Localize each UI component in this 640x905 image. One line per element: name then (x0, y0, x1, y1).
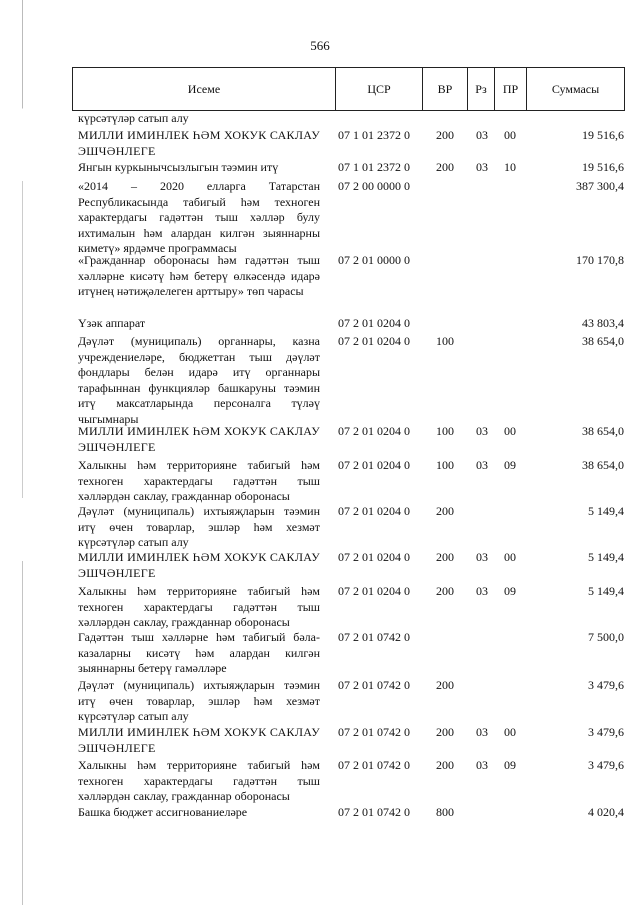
row-pr: 00 (504, 550, 516, 564)
row-rz: 03 (476, 550, 488, 564)
row-pr: 09 (504, 758, 516, 772)
header-pr: ПР (494, 68, 526, 110)
row-name: Халыкны һәм территорияне табигый һәм техноген характердагы гадәттән тыш хәлләрдән саклау, гражданнар оборонасы (78, 458, 320, 503)
row-name: күрсәтүләр сатып алу (78, 111, 189, 125)
row-sum: 19 516,6 (582, 160, 624, 174)
row-csr: 07 2 01 0204 0 (338, 550, 410, 564)
row-sum: 38 654,0 (582, 458, 624, 472)
row-pr: 10 (504, 160, 516, 174)
row-vr: 200 (436, 504, 454, 518)
row-csr: 07 2 01 0742 0 (338, 758, 410, 772)
row-csr: 07 1 01 2372 0 (338, 160, 410, 174)
row-sum: 19 516,6 (582, 128, 624, 142)
row-sum: 5 149,4 (588, 504, 624, 518)
row-csr: 07 2 00 0000 0 (338, 179, 410, 193)
row-name: Дәүләт (муниципаль) органнары, казна учреждениеләре, бюджеттан тыш дәүләт фондлары белән идарә итү органнары тарафыннан функцияләр башкаруны тәэмин итү максатларында персоналга түләү чыгымнары (78, 334, 320, 426)
row-csr: 07 2 01 0204 0 (338, 316, 410, 330)
row-name: Янгын куркынычсызлыгын тәэмин итү (78, 160, 279, 174)
row-name: Халыкны һәм территорияне табигый һәм техноген характердагы гадәттән тыш хәлләрдән саклау, гражданнар оборонасы (78, 758, 320, 803)
row-csr: 07 2 01 0204 0 (338, 334, 410, 348)
row-sum: 387 300,4 (576, 179, 624, 193)
row-rz: 03 (476, 128, 488, 142)
header-rz: Рз (467, 68, 494, 110)
row-name: Халыкны һәм территорияне табигый һәм техноген характердагы гадәттән тыш хәлләрдән саклау, гражданнар оборонасы (78, 584, 320, 629)
row-vr: 200 (436, 128, 454, 142)
row-sum: 3 479,6 (588, 678, 624, 692)
row-pr: 00 (504, 128, 516, 142)
row-csr: 07 2 01 0742 0 (338, 630, 410, 644)
row-sum: 5 149,4 (588, 550, 624, 564)
header-csr: ЦСР (335, 68, 422, 110)
row-csr: 07 2 01 0204 0 (338, 584, 410, 598)
row-csr: 07 2 01 0204 0 (338, 424, 410, 438)
row-csr: 07 2 01 0204 0 (338, 458, 410, 472)
row-sum: 7 500,0 (588, 630, 624, 644)
row-sum: 38 654,0 (582, 334, 624, 348)
row-name: МИЛЛИ ИМИНЛЕК ҺӘМ ХОКУК САКЛАУ ЭШЧӘНЛЕГЕ (78, 424, 320, 454)
row-name: МИЛЛИ ИМИНЛЕК ҺӘМ ХОКУК САКЛАУ ЭШЧӘНЛЕГЕ (78, 128, 320, 158)
row-name: Дәүләт (муниципаль) ихтыяҗларын тәэмин итү өчен товарлар, эшләр һәм хезмәт күрсәтүләр сатып алу (78, 504, 320, 549)
row-name: Үзәк аппарат (78, 316, 146, 330)
row-rz: 03 (476, 424, 488, 438)
row-vr: 100 (436, 458, 454, 472)
row-sum: 43 803,4 (582, 316, 624, 330)
row-vr: 200 (436, 584, 454, 598)
row-vr: 100 (436, 424, 454, 438)
page-number: 566 (310, 38, 330, 53)
row-csr: 07 1 01 2372 0 (338, 128, 410, 142)
row-pr: 09 (504, 458, 516, 472)
row-pr: 09 (504, 584, 516, 598)
row-vr: 200 (436, 725, 454, 739)
row-csr: 07 2 01 0742 0 (338, 725, 410, 739)
row-sum: 4 020,4 (588, 805, 624, 819)
row-rz: 03 (476, 725, 488, 739)
row-sum: 170 170,8 (576, 253, 624, 267)
row-name: Дәүләт (муниципаль) ихтыяҗларын тәэмин итү өчен товарлар, эшләр һәм хезмәт күрсәтүләр сатып алу (78, 678, 320, 723)
row-csr: 07 2 01 0000 0 (338, 253, 410, 267)
row-name: «Гражданнар оборонасы һәм гадәттән тыш хәлләрне кисәтү һәм бетерү өлкәсендә идарә итүнең нәтиҗәлелеген арттыру» төп чарасы (78, 253, 320, 298)
header-sum: Суммасы (526, 68, 624, 110)
row-rz: 03 (476, 160, 488, 174)
row-vr: 200 (436, 160, 454, 174)
row-csr: 07 2 01 0204 0 (338, 504, 410, 518)
row-name: «2014 – 2020 елларга Татарстан Республикасында табигый һәм техноген характердагы гадәттән тыш хәлләр булу ихтималын һәм алардан килгән зыяннарны киметү» ярдәмче программасы (78, 179, 320, 255)
row-csr: 07 2 01 0742 0 (338, 805, 410, 819)
table-header (72, 67, 625, 111)
scan-margin-line (22, 0, 23, 905)
row-name: Башка бюджет ассигнованиеләре (78, 805, 248, 819)
header-name: Исеме (187, 82, 221, 96)
row-csr: 07 2 01 0742 0 (338, 678, 410, 692)
row-sum: 38 654,0 (582, 424, 624, 438)
row-pr: 00 (504, 725, 516, 739)
row-name: МИЛЛИ ИМИНЛЕК ҺӘМ ХОКУК САКЛАУ ЭШЧӘНЛЕГЕ (78, 550, 320, 580)
row-rz: 03 (476, 458, 488, 472)
row-vr: 200 (436, 550, 454, 564)
header-vr: ВР (422, 68, 467, 110)
row-rz: 03 (476, 584, 488, 598)
row-vr: 100 (436, 334, 454, 348)
row-sum: 3 479,6 (588, 725, 624, 739)
row-name: Гадәттән тыш хәлләрне һәм табигый бәла-казаларны кисәтү һәм алардан килгән зыяннарны бетерү гамәлләре (78, 630, 320, 675)
row-rz: 03 (476, 758, 488, 772)
row-sum: 5 149,4 (588, 584, 624, 598)
row-name: МИЛЛИ ИМИНЛЕК ҺӘМ ХОКУК САКЛАУ ЭШЧӘНЛЕГЕ (78, 725, 320, 755)
row-pr: 00 (504, 424, 516, 438)
row-sum: 3 479,6 (588, 758, 624, 772)
row-vr: 800 (436, 805, 454, 819)
row-vr: 200 (436, 758, 454, 772)
row-vr: 200 (436, 678, 454, 692)
